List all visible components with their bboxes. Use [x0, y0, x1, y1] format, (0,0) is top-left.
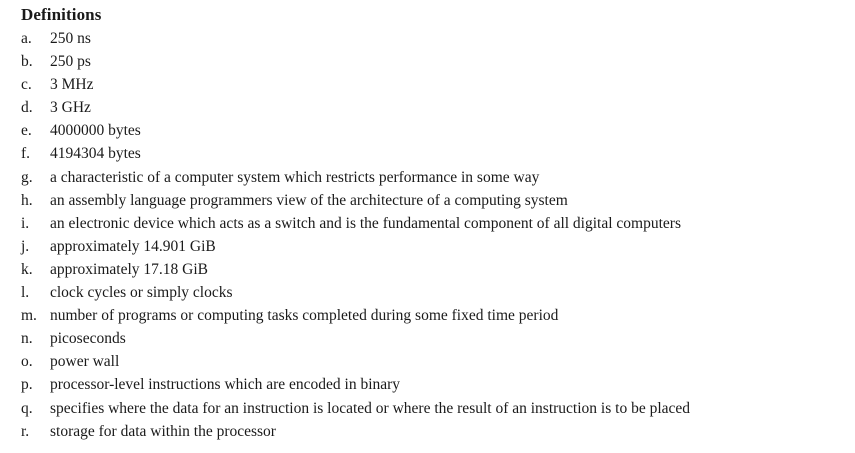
item-text: picoseconds	[50, 330, 126, 348]
item-letter: n.	[21, 330, 33, 348]
item-text: specifies where the data for an instruction is located or where the result of an instruction is to be placed	[50, 399, 691, 417]
list-item	[21, 304, 851, 327]
item-letter: r.	[21, 422, 30, 440]
item-letter: p.	[21, 376, 33, 394]
item-text: 4000000 bytes	[50, 122, 141, 140]
list-item	[21, 258, 851, 281]
list-item	[21, 397, 851, 420]
item-letter: m.	[21, 307, 37, 325]
list-item	[21, 119, 851, 142]
item-text: storage for data within the processor	[50, 422, 276, 440]
item-letter: c.	[21, 76, 32, 94]
item-text: number of programs or computing tasks completed during some fixed time period	[50, 307, 559, 325]
item-text: processor-level instructions which are encoded in binary	[50, 376, 401, 394]
list-item	[21, 281, 851, 304]
item-text: 3 GHz	[50, 99, 91, 117]
list-item	[21, 73, 851, 96]
item-letter: o.	[21, 353, 33, 371]
item-letter: d.	[21, 99, 33, 117]
item-letter: a.	[21, 30, 32, 47]
list-item	[21, 235, 851, 258]
item-text: approximately 14.901 GiB	[50, 237, 216, 255]
item-letter: f.	[21, 145, 31, 163]
item-letter: i.	[21, 214, 30, 232]
list-item	[21, 350, 851, 373]
item-letter: b.	[21, 53, 33, 71]
item-text: 3 MHz	[50, 76, 94, 94]
list-item	[21, 373, 851, 396]
item-text: an assembly language programmers view of the architecture of a computing system	[50, 191, 568, 209]
item-text: 4194304 bytes	[50, 145, 141, 163]
definitions-document	[21, 5, 851, 443]
item-text: clock cycles or simply clocks	[50, 284, 233, 302]
item-text: approximately 17.18 GiB	[50, 260, 208, 278]
item-text: a characteristic of a computer system which restricts performance in some way	[50, 168, 540, 186]
list-item	[21, 50, 851, 73]
list-item	[21, 212, 851, 235]
definitions-list	[21, 27, 851, 443]
page-title: Definitions	[21, 5, 102, 24]
item-letter: h.	[21, 191, 33, 209]
item-text: power wall	[50, 353, 120, 371]
list-item	[21, 142, 851, 165]
item-text: an electronic device which acts as a switch and is the fundamental component of all digital computers	[50, 214, 681, 232]
list-item	[21, 189, 851, 212]
item-letter: e.	[21, 122, 32, 140]
item-letter: q.	[21, 399, 33, 417]
item-letter: j.	[21, 237, 30, 255]
list-item	[21, 96, 851, 119]
item-text: 250 ns	[50, 30, 91, 47]
item-text: 250 ps	[50, 53, 91, 71]
list-item	[21, 166, 851, 189]
list-item	[21, 327, 851, 350]
list-item	[21, 27, 851, 50]
item-letter: g.	[21, 168, 33, 186]
list-item	[21, 420, 851, 443]
item-letter: k.	[21, 260, 33, 278]
item-letter: l.	[21, 284, 30, 302]
